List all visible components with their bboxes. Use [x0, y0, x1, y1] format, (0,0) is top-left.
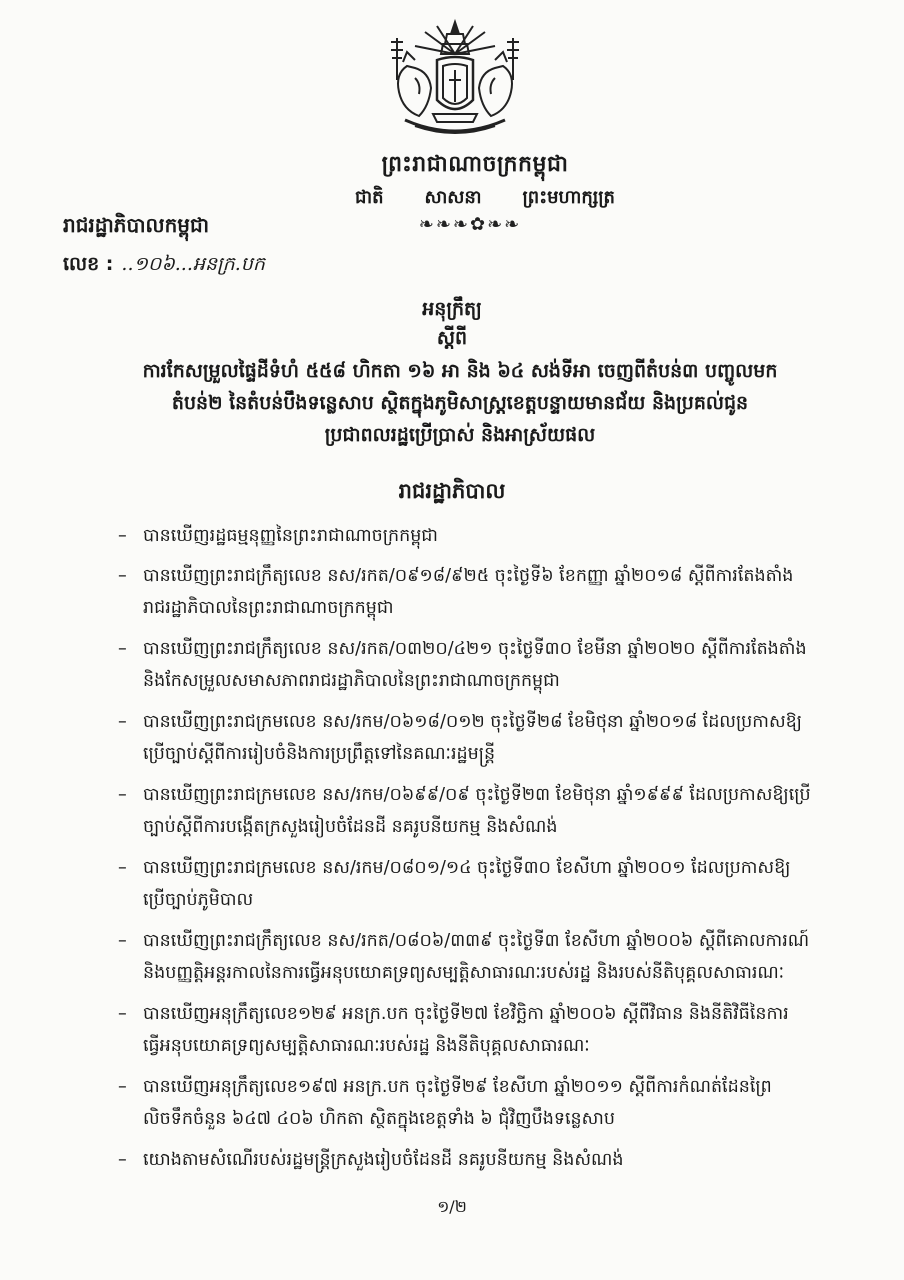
clause-line: បានឃើញព្រះរាជក្រឹត្យលេខ នស/រកត/០៨០៦/៣៣៩ ចុះថ្ងៃទី៣ ខែសីហា ឆ្នាំ២០០៦ ស្តីពីគោលការណ៍	[143, 931, 810, 951]
clause-marker: –	[118, 931, 127, 951]
clause-item	[118, 520, 888, 552]
subject-line: ប្រជាពលរដ្ឋប្រើប្រាស់ និងអាស្រ័យផល	[324, 424, 596, 446]
clause-marker: –	[118, 639, 127, 659]
clause-marker: –	[118, 566, 127, 586]
clause-marker: –	[118, 712, 127, 732]
about-label: ស្តីពី	[436, 327, 468, 349]
clause-line: បានឃើញព្រះរាជក្រឹត្យលេខ នស/រកត/០៩១៨/៩២៥ ចុះថ្ងៃទី៦ ខែកញ្ញា ឆ្នាំ២០១៨ ស្តីពីការតែងតាំង	[143, 566, 794, 586]
clause-line: យោងតាមសំណើរបស់រដ្ឋមន្ត្រីក្រសួងរៀបចំដែនដី នគរូបនីយកម្ម និងសំណង់	[143, 1150, 624, 1170]
clause-line: និងកែសម្រួលសមាសភាពរាជរដ្ឋាភិបាលនៃព្រះរាជាណាចក្រកម្ពុជា	[143, 671, 560, 691]
subject-line: ការកែសម្រួលផ្ទៃដីទំហំ ៥៥៨ ហិកតា ១៦ អា និង ៦៤ សង់ទីអា ចេញពីតំបន់៣ បញ្ចូលមក	[142, 360, 778, 382]
clause-item	[118, 779, 888, 843]
motto-king: ព្រះមហាក្សត្រ	[522, 187, 615, 208]
clause-item	[118, 560, 888, 624]
clause-item	[118, 633, 888, 697]
clause-item	[118, 925, 888, 989]
clause-line: ប្រើច្បាប់ស្តីពីការរៀបចំនិងការប្រព្រឹត្តទៅនៃគណៈរដ្ឋមន្ត្រី	[143, 744, 496, 764]
clause-line: និងបញ្ញត្តិអន្តរកាលនៃការធ្វើអនុបយោគទ្រព្យសម្បត្តិសាធារណៈរបស់រដ្ឋ និងរបស់នីតិបុគ្គលសាធារណៈ	[143, 963, 785, 983]
reference-label: លេខ :	[63, 253, 114, 275]
clause-item	[118, 1071, 888, 1135]
clause-line: បានឃើញព្រះរាជក្រមលេខ នស/រកម/០៦១៨/០១២ ចុះថ្ងៃទី២៨ ខែមិថុនា ឆ្នាំ២០១៨ ដែលប្រកាសឱ្យ	[143, 712, 802, 732]
reference-number	[63, 252, 265, 280]
clause-line: បានឃើញព្រះរាជក្រមលេខ នស/រកម/០៦៩៩/០៩ ចុះថ្ងៃទី២៣ ខែមិថុនា ឆ្នាំ១៩៩៩ ដែលប្រកាសឱ្យប្រើ	[143, 785, 811, 805]
clause-item	[118, 1144, 888, 1176]
clause-marker: –	[118, 858, 127, 878]
decorative-ornament: ❧❧❧✿❧❧	[418, 214, 522, 235]
clause-line: រាជរដ្ឋាភិបាលនៃព្រះរាជាណាចក្រកម្ពុជា	[143, 598, 394, 618]
clause-marker: –	[118, 1004, 127, 1024]
document-subject	[95, 355, 825, 451]
motto-religion: សាសនា	[424, 187, 482, 208]
issuer-name: រាជរដ្ឋាភិបាលកម្ពុជា	[63, 213, 209, 237]
clause-item	[118, 998, 888, 1062]
document-type: អនុក្រឹត្យ	[422, 298, 482, 320]
clause-marker: –	[118, 1077, 127, 1097]
clause-line: ច្បាប់ស្តីពីការបង្កើតក្រសួងរៀបចំដែនដី នគរូបនីយកម្ម និងសំណង់	[143, 817, 558, 837]
clause-marker: –	[118, 1150, 127, 1170]
clause-line: លិចទឹកចំនួន ៦៤៧ ៤០៦ ហិកតា ស្ថិតក្នុងខេត្តទាំង ៦ ជុំវិញបឹងទន្លេសាប	[143, 1109, 615, 1129]
authority-heading: រាជរដ្ឋាភិបាល	[398, 478, 506, 503]
clause-line: បានឃើញព្រះរាជក្រមលេខ នស/រកម/០៨០១/១៤ ចុះថ្ងៃទី៣០ ខែសីហា ឆ្នាំ២០០១ ដែលប្រកាសឱ្យ	[143, 858, 791, 878]
preamble-clauses	[118, 520, 888, 1184]
clause-line: បានឃើញរដ្ឋធម្មនុញ្ញនៃព្រះរាជាណាចក្រកម្ពុជា	[143, 526, 438, 546]
clause-line: ប្រើច្បាប់ភូមិបាល	[143, 890, 254, 910]
clause-line: បានឃើញព្រះរាជក្រឹត្យលេខ នស/រកត/០៣២០/៤២១ ចុះថ្ងៃទី៣០ ខែមីនា ឆ្នាំ២០២០ ស្តីពីការតែងតាំង	[143, 639, 807, 659]
clause-marker: –	[118, 785, 127, 805]
kingdom-heading: ព្រះរាជាណាចក្រកម្ពុជា	[381, 151, 569, 177]
subject-line: តំបន់២ នៃតំបន់បឹងទន្លេសាប ស្ថិតក្នុងភូមិសាស្ត្រខេត្តបន្ទាយមានជ័យ និងប្រគល់ជូន	[171, 392, 749, 414]
page-number: ១/២	[437, 1197, 467, 1216]
reference-value: ..១០៦...អនក្រ.បក	[121, 253, 265, 275]
clause-item	[118, 706, 888, 770]
clause-marker: –	[118, 526, 127, 546]
clause-item	[118, 852, 888, 916]
clause-line: ធ្វើអនុបយោគទ្រព្យសម្បត្តិសាធារណៈរបស់រដ្ឋ និងនីតិបុគ្គលសាធារណៈ	[143, 1036, 590, 1056]
clause-line: បានឃើញអនុក្រឹត្យលេខ១២៩ អនក្រ.បក ចុះថ្ងៃទី២៧ ខែវិច្ឆិកា ឆ្នាំ២០០៦ ស្តីពីវិធាន និងនីតិវិធីនៃការ	[143, 1004, 789, 1024]
national-motto	[355, 185, 615, 212]
motto-nation: ជាតិ	[355, 187, 384, 208]
royal-coat-of-arms-emblem	[385, 18, 525, 143]
clause-line: បានឃើញអនុក្រឹត្យលេខ១៩៧ អនក្រ.បក ចុះថ្ងៃទី២៩ ខែសីហា ឆ្នាំ២០១១ ស្តីពីការកំណត់ដែនព្រៃ	[143, 1077, 772, 1097]
